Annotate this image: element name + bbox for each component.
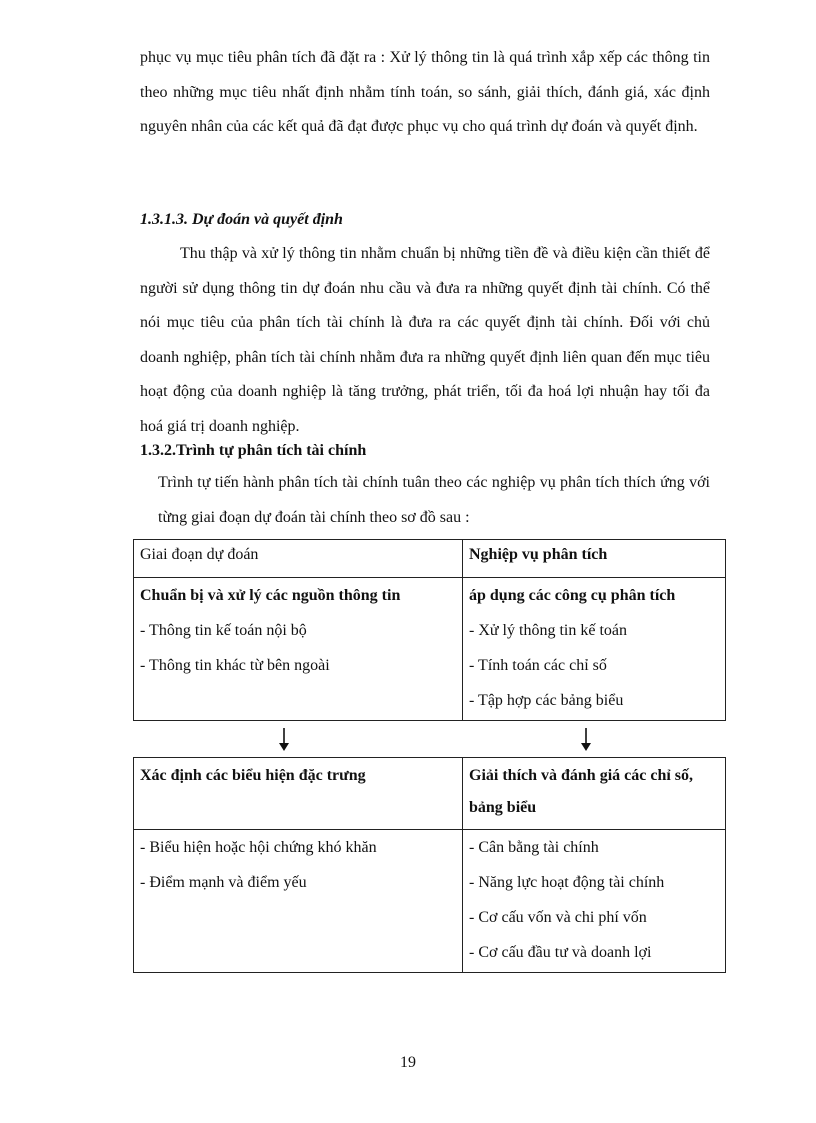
prepare-info-title: Chuẩn bị và xử lý các nguồn thông tin	[140, 587, 401, 604]
indicators-cell	[463, 830, 726, 973]
list-item: - Cơ cấu đầu tư và doanh lợi	[469, 944, 652, 961]
list-item: - Cân bằng tài chính	[469, 839, 599, 856]
top-stage-table	[133, 539, 726, 721]
header-analysis-cell	[463, 540, 726, 578]
arrow-down-icon	[580, 728, 592, 752]
identify-features-title: Xác định các biểu hiện đặc trưng	[140, 767, 366, 784]
arrow-down-icon	[278, 728, 290, 752]
apply-tools-cell	[463, 578, 726, 721]
explain-evaluate-cell	[463, 758, 726, 830]
section-heading-1313: 1.3.1.3. Dự đoán và quyết định	[140, 211, 343, 228]
explain-evaluate-title-line2: bảng biểu	[469, 799, 537, 816]
section-132-paragraph: Trình tự tiến hành phân tích tài chính tuân theo các nghiệp vụ phân tích thích ứng với từng giai đoạn dự đoán tài chính theo sơ đồ sau :	[158, 474, 710, 526]
section-1313-paragraph: Thu thập và xử lý thông tin nhằm chuẩn bị những tiền đề và điều kiện cần thiết để người sử dụng thông tin dự đoán nhu cầu và đưa ra những quyết định tài chính. Có thể nói mục tiêu của phân tích tài chính là đưa ra các quyết định tài chính. Đối với chủ doanh nghiệp, phân tích tài chính nhằm đưa ra những quyết định liên quan đến mục tiêu hoạt động của doanh nghiệp là tăng trưởng, phát triển, tối đa hoá lợi nhuận hay tối đa hoá giá trị doanh nghiệp.	[140, 245, 710, 435]
list-item: - Điểm mạnh và điểm yếu	[140, 874, 307, 891]
page-number: 19	[400, 1054, 416, 1071]
list-item: - Cơ cấu vốn và chi phí vốn	[469, 909, 647, 926]
explain-evaluate-title-line1: Giải thích và đánh giá các chỉ số,	[469, 767, 694, 784]
list-item: - Tập hợp các bảng biểu	[469, 692, 624, 709]
header-stage-cell	[134, 540, 463, 578]
symptoms-cell	[134, 830, 463, 973]
header-stage-label: Giai đoạn dự đoán	[140, 546, 259, 563]
intro-paragraph: phục vụ mục tiêu phân tích đã đặt ra : Xử lý thông tin là quá trình xắp xếp các thông tin theo những mục tiêu nhất định nhằm tính toán, so sánh, giải thích, đánh giá, xác định nguyên nhân của các kết quả đã đạt được phục vụ cho quá trình dự đoán và quyết định.	[140, 49, 710, 136]
section-heading-132: 1.3.2.Trình tự phân tích tài chính	[140, 442, 367, 459]
header-analysis-label: Nghiệp vụ phân tích	[469, 546, 608, 563]
list-item: - Biểu hiện hoặc hội chứng khó khăn	[140, 839, 377, 856]
list-item: - Tính toán các chỉ số	[469, 657, 607, 674]
identify-features-cell	[134, 758, 463, 830]
list-item: - Thông tin kế toán nội bộ	[140, 622, 307, 639]
bottom-stage-table	[133, 757, 726, 973]
list-item: - Năng lực hoạt động tài chính	[469, 874, 665, 891]
list-item: - Thông tin khác từ bên ngoài	[140, 657, 330, 674]
prepare-info-cell	[134, 578, 463, 721]
apply-tools-title: áp dụng các công cụ phân tích	[469, 587, 676, 604]
list-item: - Xử lý thông tin kế toán	[469, 622, 627, 639]
